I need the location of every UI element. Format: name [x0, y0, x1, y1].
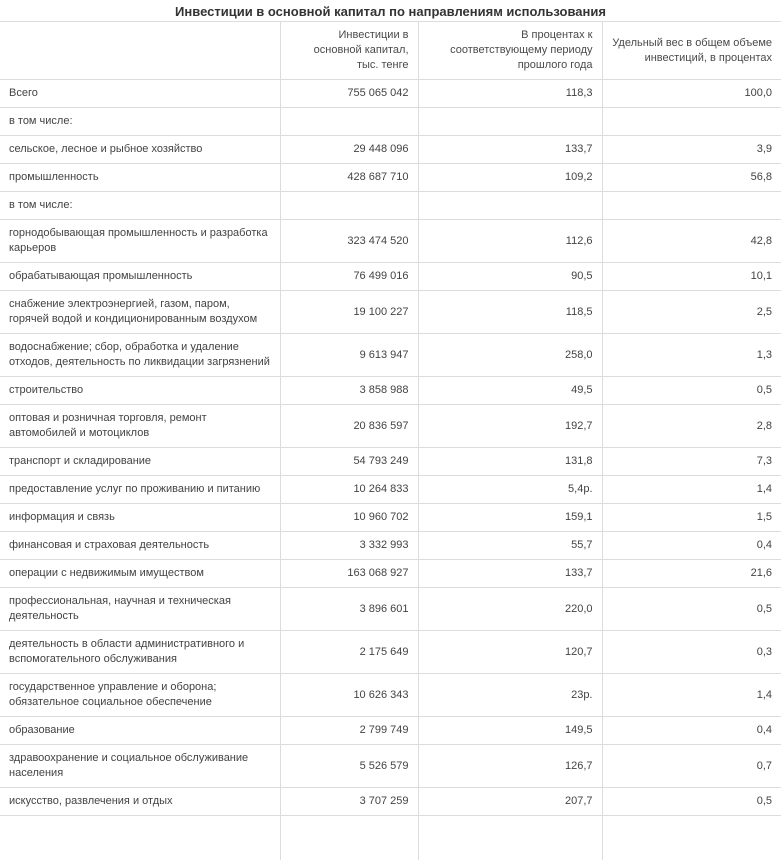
percent-value: 133,7: [418, 136, 602, 164]
row-label: оптовая и розничная торговля, ремонт автомобилей и мотоциклов: [0, 405, 280, 448]
percent-value: 55,7: [418, 532, 602, 560]
page-title: Инвестиции в основной капитал по направлениям использования: [0, 0, 781, 21]
percent-value: 207,7: [418, 788, 602, 816]
row-label: снабжение электроэнергией, газом, паром, горячей водой и кондиционированным воздухом: [0, 291, 280, 334]
row-label: предоставление услуг по проживанию и питанию: [0, 476, 280, 504]
percent-value: 109,2: [418, 164, 602, 192]
share-value: [602, 816, 781, 860]
table-row: [0, 334, 781, 377]
corner-cell: [0, 22, 280, 80]
table-row: [0, 220, 781, 263]
investments-table: [0, 21, 781, 860]
row-label: водоснабжение; сбор, обработка и удаление отходов, деятельность по ликвидации загрязнений: [0, 334, 280, 377]
percent-value: [418, 816, 602, 860]
table-row: [0, 631, 781, 674]
table-row: [0, 476, 781, 504]
investment-value: 19 100 227: [280, 291, 418, 334]
table-row-partial: [0, 816, 781, 860]
row-label: искусство, развлечения и отдых: [0, 788, 280, 816]
investment-value: 428 687 710: [280, 164, 418, 192]
percent-value: 112,6: [418, 220, 602, 263]
row-label: деятельность в области административного и вспомогательного обслуживания: [0, 631, 280, 674]
investment-value: 755 065 042: [280, 80, 418, 108]
investment-value: 3 858 988: [280, 377, 418, 405]
investment-value: 76 499 016: [280, 263, 418, 291]
row-label: обрабатывающая промышленность: [0, 263, 280, 291]
row-label: в том числе:: [0, 192, 280, 220]
table-row: [0, 560, 781, 588]
investment-value: [280, 816, 418, 860]
investment-value: 2 175 649: [280, 631, 418, 674]
share-value: 0,3: [602, 631, 781, 674]
table-row: [0, 291, 781, 334]
investment-value: 54 793 249: [280, 448, 418, 476]
table-row: [0, 788, 781, 816]
percent-value: 131,8: [418, 448, 602, 476]
table-row: [0, 377, 781, 405]
share-value: 1,4: [602, 476, 781, 504]
share-value: 0,4: [602, 532, 781, 560]
table-row: [0, 108, 781, 136]
row-label: сельское, лесное и рыбное хозяйство: [0, 136, 280, 164]
table-row: [0, 136, 781, 164]
share-value: 56,8: [602, 164, 781, 192]
row-label: профессиональная, научная и техническая деятельность: [0, 588, 280, 631]
share-value: [602, 192, 781, 220]
investment-value: 163 068 927: [280, 560, 418, 588]
share-value: 0,5: [602, 377, 781, 405]
share-value: 7,3: [602, 448, 781, 476]
percent-value: 159,1: [418, 504, 602, 532]
percent-value: 133,7: [418, 560, 602, 588]
table-row: [0, 588, 781, 631]
row-label: транспорт и складирование: [0, 448, 280, 476]
table-row: [0, 164, 781, 192]
share-value: 21,6: [602, 560, 781, 588]
share-value: [602, 108, 781, 136]
share-value: 42,8: [602, 220, 781, 263]
table-row: [0, 80, 781, 108]
share-value: 2,8: [602, 405, 781, 448]
percent-value: 149,5: [418, 717, 602, 745]
percent-value: 220,0: [418, 588, 602, 631]
row-label: Всего: [0, 80, 280, 108]
percent-value: [418, 192, 602, 220]
row-label: горнодобывающая промышленность и разработка карьеров: [0, 220, 280, 263]
investment-value: 10 626 343: [280, 674, 418, 717]
row-label: [0, 816, 280, 860]
row-label: государственное управление и оборона; обязательное социальное обеспечение: [0, 674, 280, 717]
share-value: 0,5: [602, 588, 781, 631]
table-row: [0, 717, 781, 745]
share-value: 1,4: [602, 674, 781, 717]
investment-value: 3 332 993: [280, 532, 418, 560]
header-row: [0, 22, 781, 80]
investment-value: 10 264 833: [280, 476, 418, 504]
share-value: 1,5: [602, 504, 781, 532]
share-value: 0,5: [602, 788, 781, 816]
percent-value: 118,3: [418, 80, 602, 108]
share-value: 3,9: [602, 136, 781, 164]
table-row: [0, 448, 781, 476]
investment-value: 3 707 259: [280, 788, 418, 816]
percent-value: 192,7: [418, 405, 602, 448]
row-label: строительство: [0, 377, 280, 405]
investment-value: 323 474 520: [280, 220, 418, 263]
table-row: [0, 405, 781, 448]
table-row: [0, 674, 781, 717]
row-label: информация и связь: [0, 504, 280, 532]
share-value: 2,5: [602, 291, 781, 334]
percent-value: 23р.: [418, 674, 602, 717]
share-value: 1,3: [602, 334, 781, 377]
row-label: здравоохранение и социальное обслуживание населения: [0, 745, 280, 788]
percent-value: 258,0: [418, 334, 602, 377]
percent-value: 49,5: [418, 377, 602, 405]
percent-value: 5,4р.: [418, 476, 602, 504]
investment-value: 10 960 702: [280, 504, 418, 532]
percent-value: 126,7: [418, 745, 602, 788]
percent-value: 120,7: [418, 631, 602, 674]
percent-value: [418, 108, 602, 136]
share-value: 10,1: [602, 263, 781, 291]
investment-value: 9 613 947: [280, 334, 418, 377]
investment-value: 2 799 749: [280, 717, 418, 745]
table-row: [0, 504, 781, 532]
row-label: в том числе:: [0, 108, 280, 136]
percent-value: 90,5: [418, 263, 602, 291]
row-label: операции с недвижимым имуществом: [0, 560, 280, 588]
col-header-share: Удельный вес в общем объеме инвестиций, в процентах: [602, 22, 781, 80]
share-value: 100,0: [602, 80, 781, 108]
row-label: промышленность: [0, 164, 280, 192]
share-value: 0,7: [602, 745, 781, 788]
investment-value: 29 448 096: [280, 136, 418, 164]
table-row: [0, 263, 781, 291]
col-header-percent-yoy: В процентах к соответствующему периоду прошлого года: [418, 22, 602, 80]
table-row: [0, 532, 781, 560]
investment-value: 3 896 601: [280, 588, 418, 631]
percent-value: 118,5: [418, 291, 602, 334]
table-row: [0, 192, 781, 220]
table-row: [0, 745, 781, 788]
investment-value: [280, 108, 418, 136]
col-header-investment: Инвестиции в основной капитал, тыс. тенге: [280, 22, 418, 80]
row-label: финансовая и страховая деятельность: [0, 532, 280, 560]
investment-value: 5 526 579: [280, 745, 418, 788]
row-label: образование: [0, 717, 280, 745]
share-value: 0,4: [602, 717, 781, 745]
investment-value: [280, 192, 418, 220]
investment-value: 20 836 597: [280, 405, 418, 448]
